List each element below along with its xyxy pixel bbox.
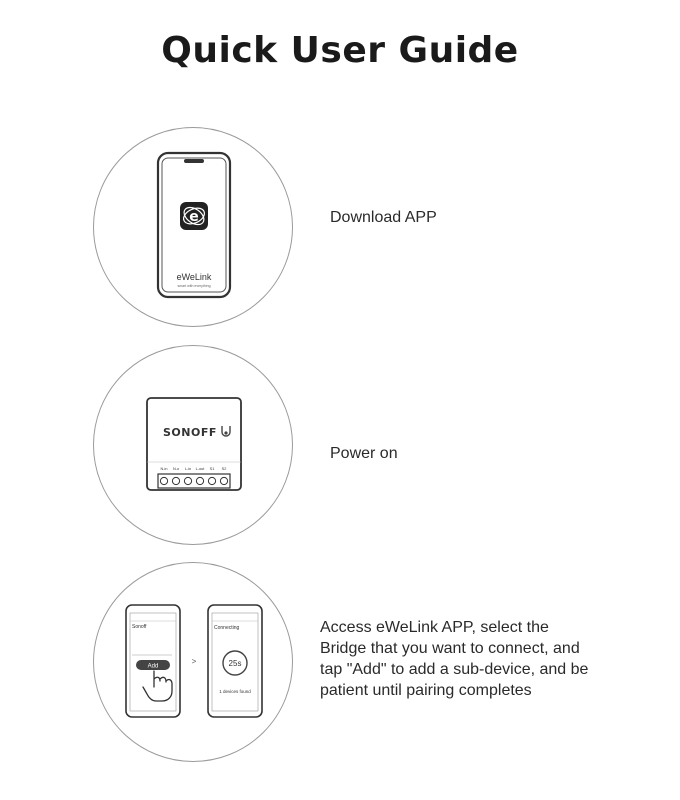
svg-text:e: e	[189, 209, 199, 225]
terminal-label: S2	[221, 467, 227, 471]
terminal-label: N-in	[160, 467, 168, 471]
app-pairing-illustration	[94, 563, 293, 762]
terminal-label: L-in	[184, 467, 192, 471]
app-tagline: smart with everything	[177, 284, 211, 288]
terminal-label: S1	[209, 467, 215, 471]
page-title: Quick User Guide	[161, 30, 519, 71]
device-illustration-circle	[93, 345, 293, 545]
connecting-screen-phone	[208, 605, 262, 717]
bridge-brand: Sonoff	[132, 624, 147, 630]
step-text-line: patient until pairing completes	[320, 682, 532, 699]
devices-found: 1 devices found	[219, 689, 251, 694]
step-text	[320, 617, 640, 701]
bridge-screen-phone	[126, 605, 180, 717]
step-text-line: Bridge that you want to connect, and	[320, 640, 580, 657]
phone-illustration	[94, 128, 293, 327]
sonoff-device-illustration	[94, 346, 293, 545]
terminal-block	[158, 474, 230, 488]
step-add-sub-device	[0, 562, 680, 762]
step-text-line: tap "Add" to add a sub-device, and be	[320, 661, 589, 678]
step-text: Download APP	[330, 209, 437, 226]
ewelink-logo-icon	[180, 202, 208, 230]
next-arrow: >	[191, 657, 197, 666]
app-name: eWeLink	[176, 272, 212, 282]
step-text-line: Access eWeLink APP, select the	[320, 619, 549, 636]
app-pairing-illustration-circle	[93, 562, 293, 762]
device-brand: SONOFF	[163, 426, 217, 439]
terminal-label: L-out	[195, 467, 205, 471]
step-text: Power on	[330, 445, 398, 462]
step-power-on	[0, 345, 680, 545]
add-button-label: Add	[147, 663, 159, 670]
phone-illustration-circle	[93, 127, 293, 327]
step-download-app	[0, 127, 680, 327]
terminal-label: N-o	[172, 467, 180, 471]
timer-value: 25s	[228, 659, 242, 668]
connecting-header: Connecting	[214, 625, 240, 631]
